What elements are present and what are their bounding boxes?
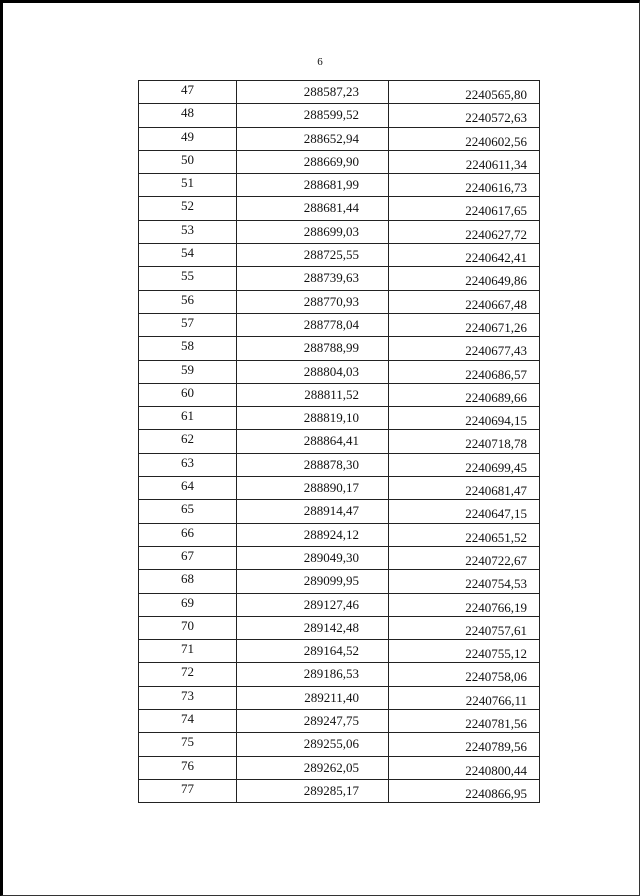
point-number-cell: 65 bbox=[139, 500, 237, 523]
point-number-cell: 64 bbox=[139, 477, 237, 500]
table-row bbox=[139, 360, 540, 383]
point-number-cell: 60 bbox=[139, 383, 237, 406]
x-coordinate-cell: 288788,99 bbox=[237, 337, 389, 360]
y-coordinate-cell: 2240671,26 bbox=[389, 313, 540, 336]
y-coordinate-cell: 2240616,73 bbox=[389, 174, 540, 197]
y-coordinate-cell: 2240699,45 bbox=[389, 453, 540, 476]
x-coordinate-cell: 288864,41 bbox=[237, 430, 389, 453]
table-row bbox=[139, 267, 540, 290]
x-coordinate-cell: 288681,99 bbox=[237, 174, 389, 197]
point-number-cell: 77 bbox=[139, 779, 237, 802]
table-row bbox=[139, 290, 540, 313]
point-number-cell: 48 bbox=[139, 104, 237, 127]
point-number-cell: 56 bbox=[139, 290, 237, 313]
table-row bbox=[139, 81, 540, 104]
point-number-cell: 55 bbox=[139, 267, 237, 290]
y-coordinate-cell: 2240647,15 bbox=[389, 500, 540, 523]
y-coordinate-cell: 2240611,34 bbox=[389, 150, 540, 173]
point-number-cell: 47 bbox=[139, 81, 237, 104]
point-number-cell: 59 bbox=[139, 360, 237, 383]
x-coordinate-cell: 288811,52 bbox=[237, 383, 389, 406]
x-coordinate-cell: 288681,44 bbox=[237, 197, 389, 220]
table-row bbox=[139, 430, 540, 453]
y-coordinate-cell: 2240766,19 bbox=[389, 593, 540, 616]
point-number-cell: 70 bbox=[139, 616, 237, 639]
x-coordinate-cell: 288878,30 bbox=[237, 453, 389, 476]
y-coordinate-cell: 2240758,06 bbox=[389, 663, 540, 686]
y-coordinate-cell: 2240642,41 bbox=[389, 244, 540, 267]
x-coordinate-cell: 288924,12 bbox=[237, 523, 389, 546]
table-row bbox=[139, 570, 540, 593]
point-number-cell: 51 bbox=[139, 174, 237, 197]
y-coordinate-cell: 2240617,65 bbox=[389, 197, 540, 220]
y-coordinate-cell: 2240677,43 bbox=[389, 337, 540, 360]
x-coordinate-cell: 288725,55 bbox=[237, 244, 389, 267]
y-coordinate-cell: 2240651,52 bbox=[389, 523, 540, 546]
table-row bbox=[139, 616, 540, 639]
table-row bbox=[139, 500, 540, 523]
table-row bbox=[139, 546, 540, 569]
table-row bbox=[139, 313, 540, 336]
x-coordinate-cell: 289211,40 bbox=[237, 686, 389, 709]
point-number-cell: 67 bbox=[139, 546, 237, 569]
table-row bbox=[139, 640, 540, 663]
x-coordinate-cell: 289262,05 bbox=[237, 756, 389, 779]
y-coordinate-cell: 2240686,57 bbox=[389, 360, 540, 383]
table-row bbox=[139, 127, 540, 150]
x-coordinate-cell: 288914,47 bbox=[237, 500, 389, 523]
x-coordinate-cell: 288739,63 bbox=[237, 267, 389, 290]
point-number-cell: 68 bbox=[139, 570, 237, 593]
table-row bbox=[139, 383, 540, 406]
table-row bbox=[139, 477, 540, 500]
x-coordinate-cell: 289247,75 bbox=[237, 710, 389, 733]
point-number-cell: 76 bbox=[139, 756, 237, 779]
x-coordinate-cell: 288699,03 bbox=[237, 220, 389, 243]
y-coordinate-cell: 2240800,44 bbox=[389, 756, 540, 779]
y-coordinate-cell: 2240789,56 bbox=[389, 733, 540, 756]
y-coordinate-cell: 2240757,61 bbox=[389, 616, 540, 639]
y-coordinate-cell: 2240649,86 bbox=[389, 267, 540, 290]
x-coordinate-cell: 289049,30 bbox=[237, 546, 389, 569]
point-number-cell: 73 bbox=[139, 686, 237, 709]
table-row bbox=[139, 710, 540, 733]
x-coordinate-cell: 288778,04 bbox=[237, 313, 389, 336]
table-row bbox=[139, 686, 540, 709]
point-number-cell: 49 bbox=[139, 127, 237, 150]
x-coordinate-cell: 289255,06 bbox=[237, 733, 389, 756]
x-coordinate-cell: 289285,17 bbox=[237, 779, 389, 802]
table-row bbox=[139, 220, 540, 243]
table-row bbox=[139, 337, 540, 360]
point-number-cell: 66 bbox=[139, 523, 237, 546]
x-coordinate-cell: 288804,03 bbox=[237, 360, 389, 383]
point-number-cell: 62 bbox=[139, 430, 237, 453]
y-coordinate-cell: 2240866,95 bbox=[389, 779, 540, 802]
y-coordinate-cell: 2240766,11 bbox=[389, 686, 540, 709]
table-row bbox=[139, 104, 540, 127]
y-coordinate-cell: 2240755,12 bbox=[389, 640, 540, 663]
point-number-cell: 61 bbox=[139, 407, 237, 430]
point-number-cell: 52 bbox=[139, 197, 237, 220]
y-coordinate-cell: 2240572,63 bbox=[389, 104, 540, 127]
coordinates-table bbox=[138, 80, 540, 803]
x-coordinate-cell: 288819,10 bbox=[237, 407, 389, 430]
table-row bbox=[139, 663, 540, 686]
table-row bbox=[139, 779, 540, 802]
table-row bbox=[139, 733, 540, 756]
y-coordinate-cell: 2240694,15 bbox=[389, 407, 540, 430]
table-row bbox=[139, 593, 540, 616]
y-coordinate-cell: 2240689,66 bbox=[389, 383, 540, 406]
point-number-cell: 74 bbox=[139, 710, 237, 733]
x-coordinate-cell: 288669,90 bbox=[237, 150, 389, 173]
x-coordinate-cell: 289164,52 bbox=[237, 640, 389, 663]
y-coordinate-cell: 2240627,72 bbox=[389, 220, 540, 243]
y-coordinate-cell: 2240722,67 bbox=[389, 546, 540, 569]
table-row bbox=[139, 453, 540, 476]
y-coordinate-cell: 2240718,78 bbox=[389, 430, 540, 453]
x-coordinate-cell: 288652,94 bbox=[237, 127, 389, 150]
point-number-cell: 69 bbox=[139, 593, 237, 616]
point-number-cell: 50 bbox=[139, 150, 237, 173]
page-number: 6 bbox=[317, 56, 323, 68]
table-row bbox=[139, 174, 540, 197]
x-coordinate-cell: 288770,93 bbox=[237, 290, 389, 313]
table-row bbox=[139, 244, 540, 267]
point-number-cell: 63 bbox=[139, 453, 237, 476]
y-coordinate-cell: 2240781,56 bbox=[389, 710, 540, 733]
coordinates-table-body bbox=[139, 81, 540, 803]
table-row bbox=[139, 756, 540, 779]
y-coordinate-cell: 2240754,53 bbox=[389, 570, 540, 593]
x-coordinate-cell: 288587,23 bbox=[237, 81, 389, 104]
x-coordinate-cell: 289099,95 bbox=[237, 570, 389, 593]
point-number-cell: 75 bbox=[139, 733, 237, 756]
y-coordinate-cell: 2240602,56 bbox=[389, 127, 540, 150]
table-row bbox=[139, 407, 540, 430]
x-coordinate-cell: 288890,17 bbox=[237, 477, 389, 500]
point-number-cell: 71 bbox=[139, 640, 237, 663]
point-number-cell: 57 bbox=[139, 313, 237, 336]
table-row bbox=[139, 150, 540, 173]
y-coordinate-cell: 2240681,47 bbox=[389, 477, 540, 500]
x-coordinate-cell: 289127,46 bbox=[237, 593, 389, 616]
table-row bbox=[139, 523, 540, 546]
table-row bbox=[139, 197, 540, 220]
x-coordinate-cell: 288599,52 bbox=[237, 104, 389, 127]
point-number-cell: 54 bbox=[139, 244, 237, 267]
x-coordinate-cell: 289186,53 bbox=[237, 663, 389, 686]
point-number-cell: 72 bbox=[139, 663, 237, 686]
point-number-cell: 58 bbox=[139, 337, 237, 360]
point-number-cell: 53 bbox=[139, 220, 237, 243]
y-coordinate-cell: 2240667,48 bbox=[389, 290, 540, 313]
x-coordinate-cell: 289142,48 bbox=[237, 616, 389, 639]
y-coordinate-cell: 2240565,80 bbox=[389, 81, 540, 104]
